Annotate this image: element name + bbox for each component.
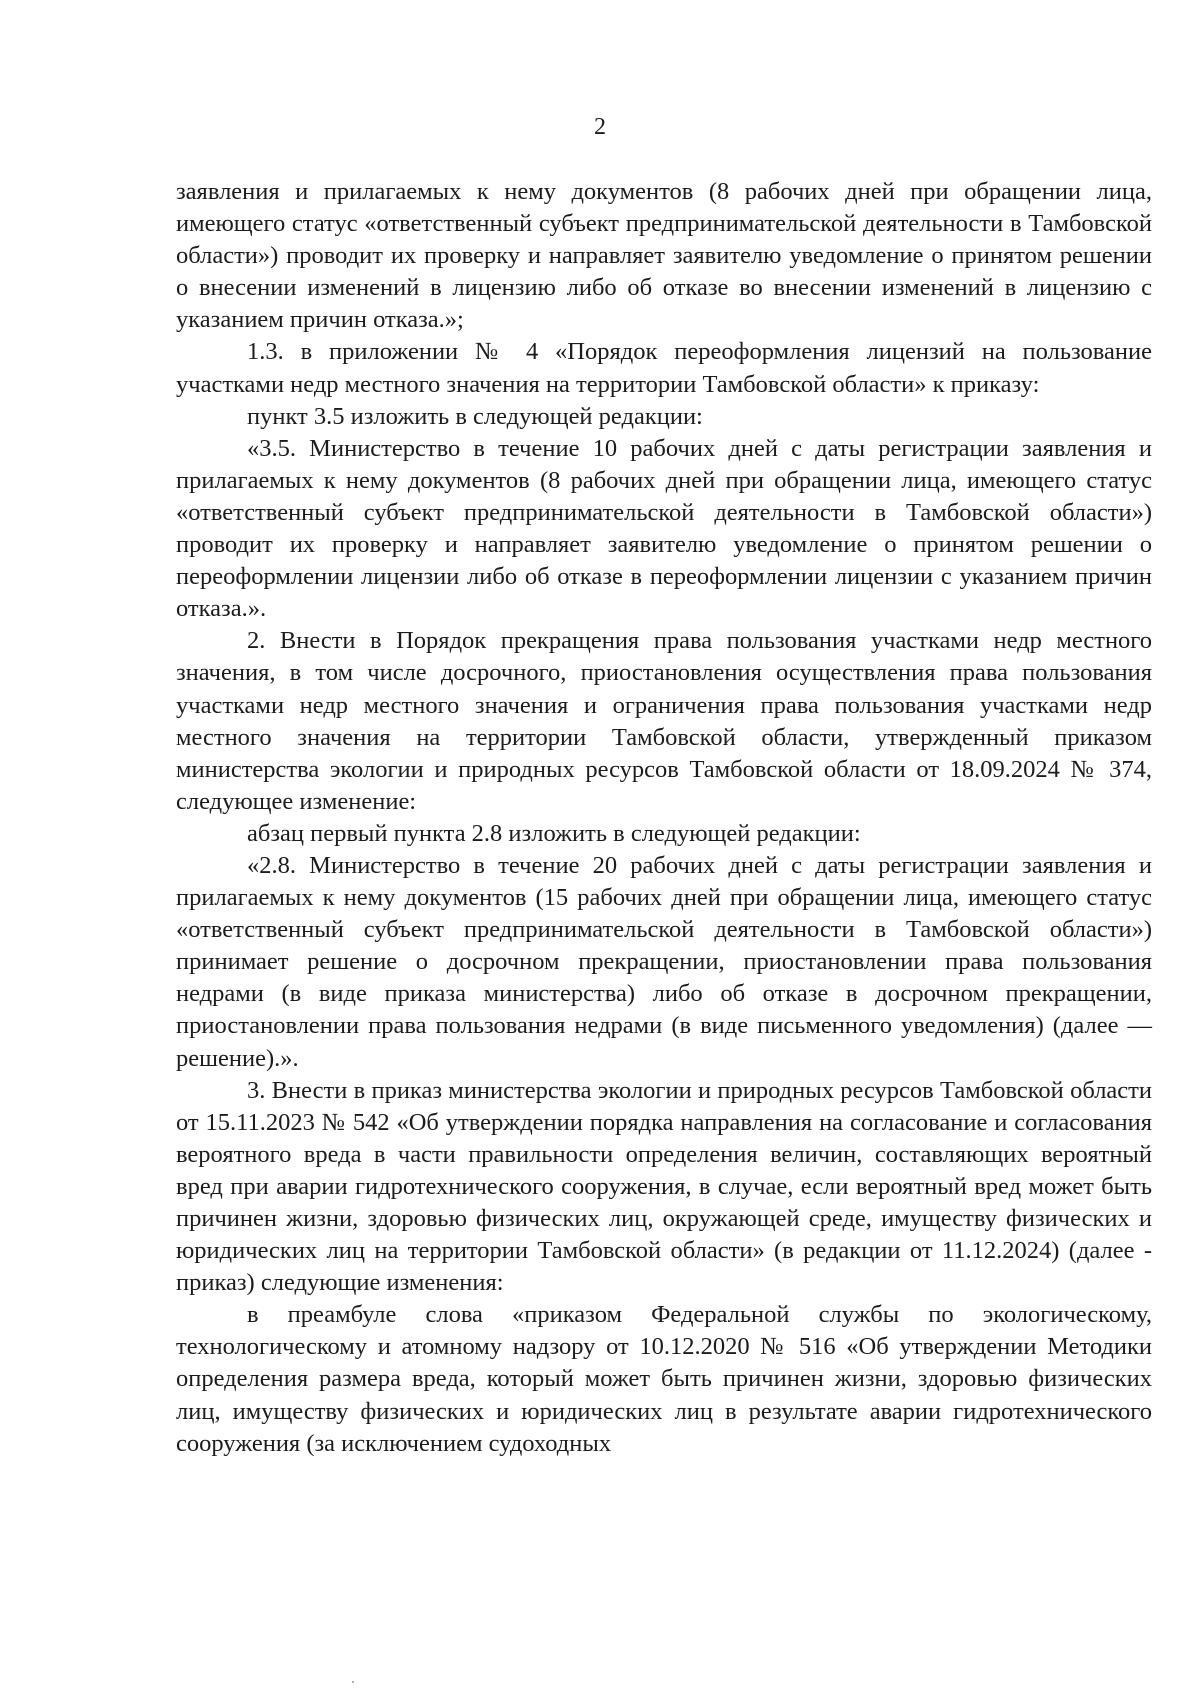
page-number: 2 [594, 114, 606, 140]
paragraph-item-3: 3. Внести в приказ министерства экологии и природных ресурсов Тамбовской области от 15.11.2023 № 542 «Об утверждении порядка направления на согласование и согласования вероятного вреда в части правильности определения величин, составляющих вероятный вред при аварии гидротехнического сооружения, в случае, если вероятный вред может быть причинен жизни, здоровью физических лиц, окружающей среде, имуществу физических и юридических лиц на территории Тамбовской области» (в редакции от 11.12.2024) (далее - приказ) следующие изменения: [176, 1076, 1152, 1297]
paragraph-point-3-5-text: «3.5. Министерство в течение 10 рабочих дней с даты регистрации заявления и прилагаемых к нему документов (8 рабочих дней при обращении лица, имеющего статус «ответственный субъект предпринимательской деятельности в Тамбовской области») проводит их проверку и направляет заявителю уведомление о принятом решении о переоформлении лицензии либо об отказе в переоформлении лицензии с указанием причин отказа.». [176, 434, 1152, 623]
paragraph-point-3-5-intro: пункт 3.5 изложить в следующей редакции: [247, 402, 703, 430]
paragraph-preamble-change: в преамбуле слова «приказом Федеральной службы по экологическому, технологическому и атомному надзору от 10.12.2020 № 516 «Об утверждении Методики определения размера вреда, который может быть причинен жизни, здоровью физических лиц, имуществу физических и юридических лиц в результате аварии гидротехнического сооружения (за исключением судоходных [176, 1301, 1152, 1457]
document-body [176, 176, 1152, 1460]
paragraph-item-2: 2. Внести в Порядок прекращения права пользования участками недр местного значения, в том числе досрочного, приостановления осуществления права пользования участками недр местного значения и ограничения права пользования участками недр местного значения на территории Тамбовской области, утвержденный приказом министерства экологии и природных ресурсов Тамбовской области от 18.09.2024 № 374, следующее изменение: [176, 627, 1152, 815]
scan-speck [352, 1681, 354, 1683]
paragraph-item-1-3: 1.3. в приложении № 4 «Порядок переоформления лицензий на пользование участками недр местного значения на территории Тамбовской области» к приказу: [176, 338, 1152, 398]
paragraph-point-2-8-intro: абзац первый пункта 2.8 изложить в следующей редакции: [247, 819, 861, 847]
paragraph-point-2-8-text: «2.8. Министерство в течение 20 рабочих дней с даты регистрации заявления и прилагаемых к нему документов (15 рабочих дней при обращении лица, имеющего статус «ответственный субъект предпринимательской деятельности в Тамбовской области») принимает решение о досрочном прекращении, приостановлении права пользования недрами (в виде приказа министерства) либо об отказе в досрочном прекращении, приостановлении права пользования недрами (в виде письменного уведомления) (далее — решение).». [176, 851, 1152, 1072]
paragraph-continuation: заявления и прилагаемых к нему документов (8 рабочих дней при обращении лица, имеющего статус «ответственный субъект предпринимательской деятельности в Тамбовской области») проводит их проверку и направляет заявителю уведомление о принятом решении о внесении изменений в лицензию либо об отказе во внесении изменений в лицензию с указанием причин отказа.»; [176, 178, 1152, 334]
